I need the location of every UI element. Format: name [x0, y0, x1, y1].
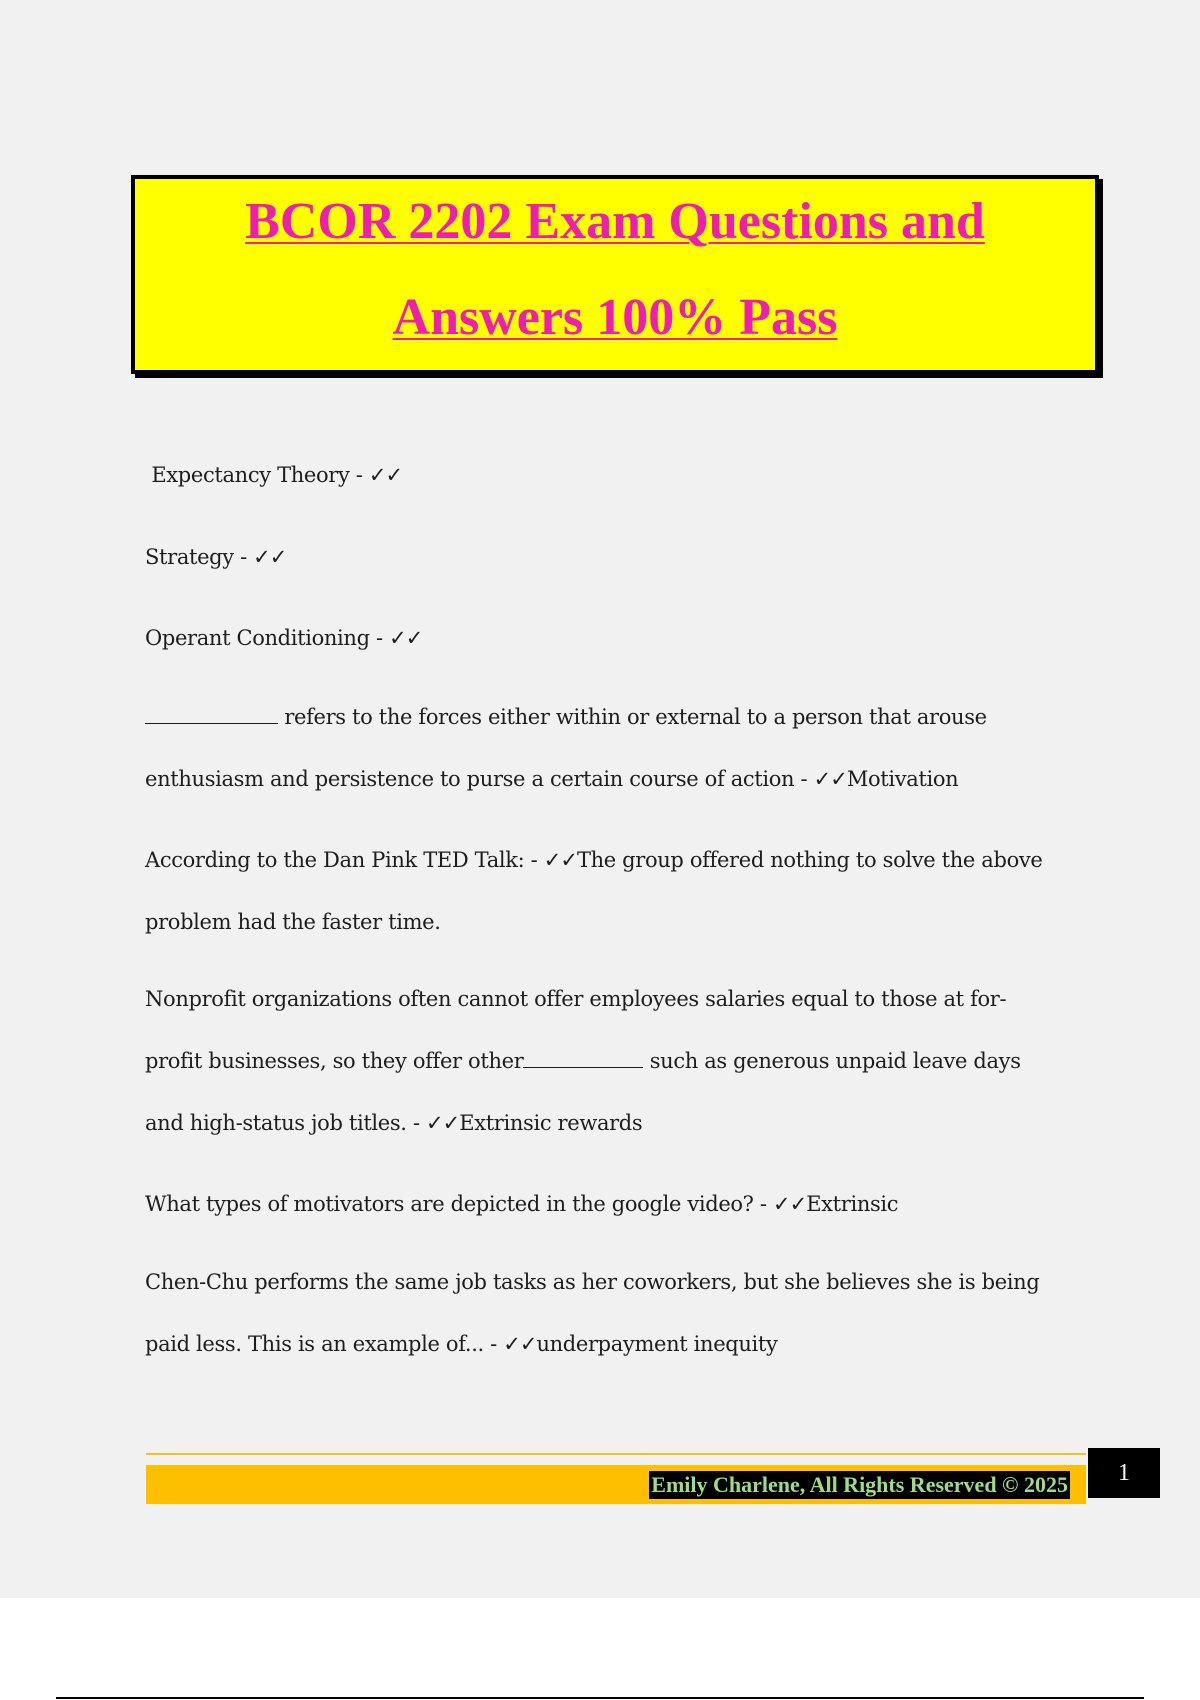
double-check-icon: ✓✓: [253, 545, 287, 569]
title-line-1: BCOR 2202 Exam Questions and: [245, 193, 985, 250]
answer-text: Extrinsic rewards: [459, 1111, 643, 1135]
double-check-icon: ✓✓: [543, 848, 577, 872]
answer-text: Extrinsic: [806, 1192, 899, 1216]
qa-item-6: [145, 968, 1105, 1154]
question-text-continued: such as generous unpaid leave days and high-status job titles. -: [145, 1049, 1021, 1135]
title-line-2: Answers 100% Pass: [392, 289, 838, 346]
double-check-icon: ✓✓: [773, 1192, 807, 1216]
page-number: 1: [1088, 1448, 1160, 1498]
fill-in-blank: [145, 705, 278, 724]
qa-item-4: [145, 686, 1105, 810]
double-check-icon: ✓✓: [813, 767, 847, 791]
footer-copyright: Emily Charlene, All Rights Reserved © 2025: [651, 1472, 1068, 1497]
qa-item-3: [145, 607, 1105, 669]
fill-in-blank: [523, 1049, 643, 1068]
question-text: According to the Dan Pink TED Talk: -: [145, 848, 544, 872]
footer-divider: [146, 1453, 1086, 1455]
question-text: Operant Conditioning -: [145, 626, 390, 650]
title-box: [131, 175, 1099, 374]
question-text: Expectancy Theory -: [145, 463, 369, 487]
question-text: refers to the forces either within or external to a person that arouse enthusiasm and persistence to purse a certain course of action -: [145, 705, 987, 791]
qa-item-5: [145, 829, 1105, 953]
qa-item-2: [145, 526, 1105, 588]
footer-band: [146, 1465, 1086, 1504]
qa-item-7: [145, 1173, 1105, 1235]
question-text: What types of motivators are depicted in the google video? -: [145, 1192, 773, 1216]
question-text: Strategy -: [145, 545, 254, 569]
qa-item-8: [145, 1251, 1105, 1375]
double-check-icon: ✓✓: [368, 463, 403, 487]
qa-item-1: [145, 444, 1105, 506]
answer-text: underpayment inequity: [536, 1332, 778, 1356]
answer-text: Motivation: [846, 767, 959, 791]
question-text: Chen-Chu performs the same job tasks as her coworkers, but she believes she is being paid less. This is an example of... -: [145, 1270, 1040, 1356]
double-check-icon: ✓✓: [503, 1332, 537, 1356]
page-bottom-rule: [56, 1697, 1144, 1699]
double-check-icon: ✓✓: [426, 1111, 460, 1135]
answer-text: The group offered nothing to solve the above problem had the faster time.: [145, 848, 1043, 934]
double-check-icon: ✓✓: [389, 626, 423, 650]
question-text: Nonprofit organizations often cannot offer employees salaries equal to those at for- profit businesses, so they offer other: [145, 987, 1007, 1073]
